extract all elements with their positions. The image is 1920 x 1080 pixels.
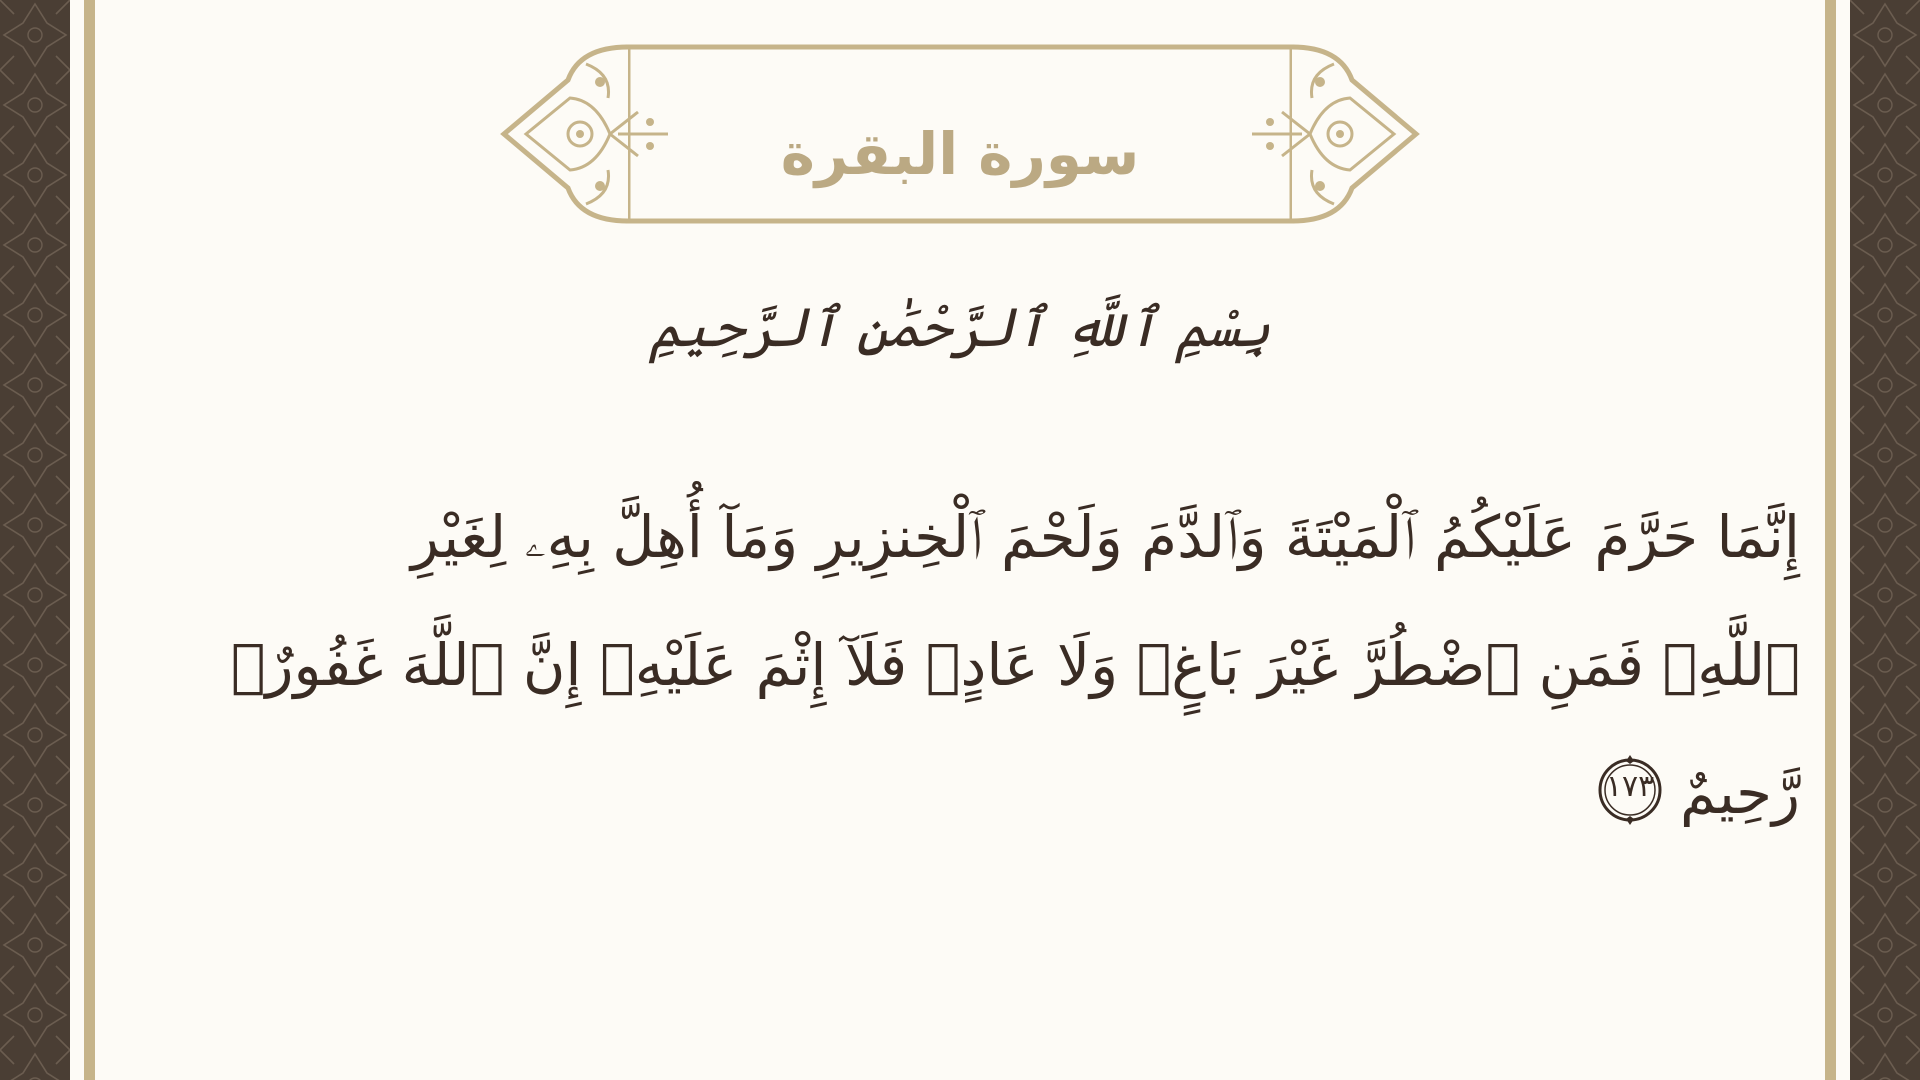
verse-line-2: ٱللَّهِۖ فَمَنِ ٱضْطُرَّ غَيْرَ بَاغٍۢ وَلَا عَادٍۢ فَلَآ إِثْمَ عَلَيْهِۚ إِنَّ ٱللَّهَ غَفُورٌۭ	[230, 631, 1800, 699]
verse-text	[230, 503, 1800, 892]
left-gold-rule	[84, 0, 95, 1080]
verse-line-1: إِنَّمَا حَرَّمَ عَلَيْكُمُ ٱلْمَيْتَةَ وَٱلدَّمَ وَلَحْمَ ٱلْخِنزِيرِ وَمَآ أُهِلَّ بِهِۦ لِغَيْرِ	[410, 503, 1800, 571]
surah-title-frame	[500, 42, 1420, 226]
left-geometric-border	[0, 0, 70, 1080]
verse-line-3	[270, 759, 1800, 892]
surah-name: سورة البقرة	[780, 120, 1140, 188]
right-geometric-border	[1850, 0, 1920, 1080]
basmala: بِسْمِ ٱللَّهِ ٱلرَّحْمَٰنِ ٱلرَّحِيمِ	[649, 296, 1271, 359]
ayah-number: ١٧٣	[1605, 768, 1655, 804]
right-geometric-pattern	[1850, 0, 1920, 1080]
ayah-number-marker	[1594, 754, 1666, 826]
right-gold-rule	[1825, 0, 1836, 1080]
verse-line-3-text: رَّحِيمٌ	[1680, 759, 1800, 827]
left-geometric-pattern	[0, 0, 70, 1080]
